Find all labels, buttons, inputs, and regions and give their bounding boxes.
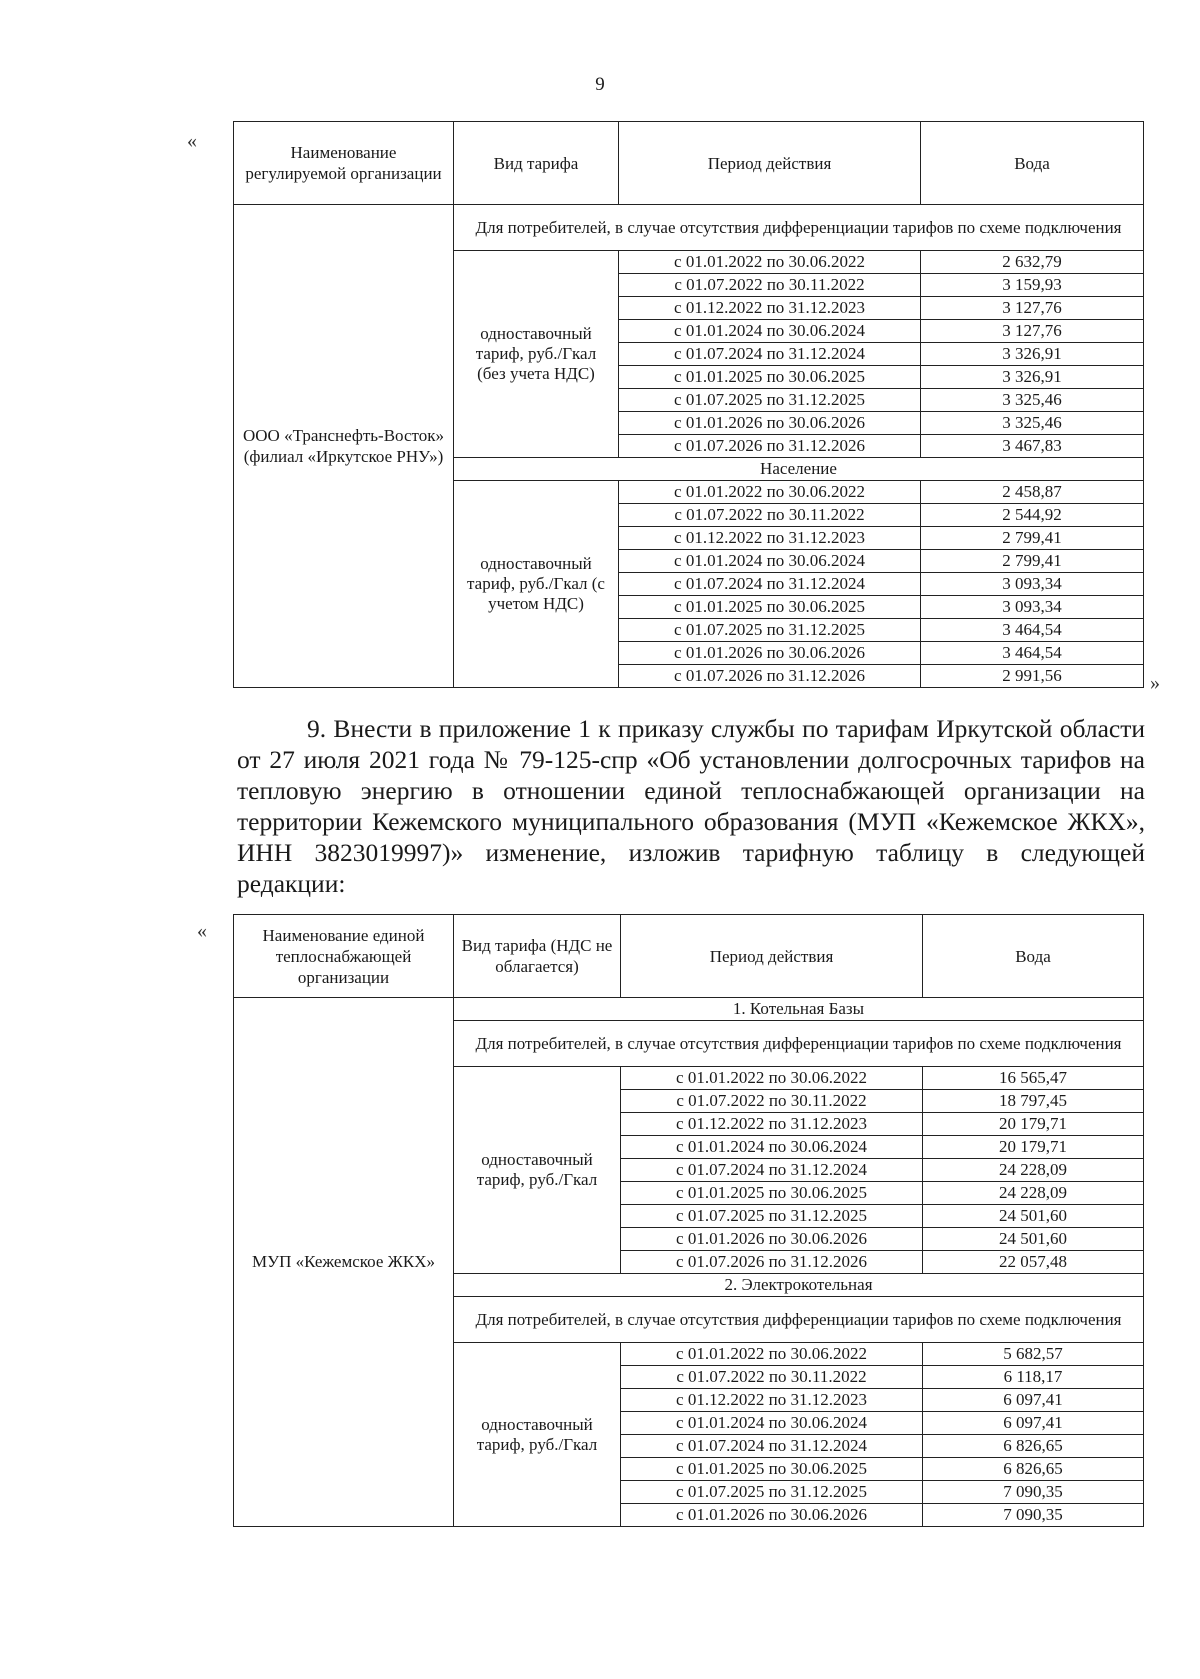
- period-cell: с 01.07.2026 по 31.12.2026: [619, 435, 921, 458]
- value-cell: 6 826,65: [923, 1458, 1144, 1481]
- period-cell: с 01.01.2022 по 30.06.2022: [619, 481, 921, 504]
- value-cell: 3 159,93: [921, 274, 1144, 297]
- page-number: 9: [595, 74, 605, 95]
- opening-quote-mark-table1: «: [187, 130, 197, 152]
- period-cell: с 01.01.2025 по 30.06.2025: [621, 1458, 923, 1481]
- tariff-type-cell: одноставочный тариф, руб./Гкал: [454, 1343, 621, 1527]
- value-cell: 3 464,54: [921, 619, 1144, 642]
- period-cell: с 01.01.2026 по 30.06.2026: [619, 412, 921, 435]
- period-cell: с 01.01.2022 по 30.06.2022: [619, 251, 921, 274]
- value-cell: 3 467,83: [921, 435, 1144, 458]
- table-header-row: [234, 122, 1144, 205]
- period-cell: с 01.01.2025 по 30.06.2025: [621, 1182, 923, 1205]
- period-cell: с 01.01.2022 по 30.06.2022: [621, 1067, 923, 1090]
- closing-quote-mark-table1: »: [1150, 672, 1160, 694]
- value-cell: 3 326,91: [921, 366, 1144, 389]
- value-cell: 22 057,48: [923, 1251, 1144, 1274]
- organization-name: МУП «Кежемское ЖКХ»: [234, 998, 454, 1527]
- header-organization: Наименование регулируемой организации: [234, 122, 454, 205]
- value-cell: 6 097,41: [923, 1412, 1144, 1435]
- section-caption: Для потребителей, в случае отсутствия дифференциации тарифов по схеме подключения: [454, 205, 1144, 251]
- value-cell: 2 632,79: [921, 251, 1144, 274]
- value-cell: 6 118,17: [923, 1366, 1144, 1389]
- organization-name: ООО «Транснефть-Восток» (филиал «Иркутское РНУ»): [234, 205, 454, 688]
- period-cell: с 01.07.2022 по 30.11.2022: [619, 274, 921, 297]
- period-cell: с 01.01.2024 по 30.06.2024: [621, 1412, 923, 1435]
- period-cell: с 01.01.2026 по 30.06.2026: [621, 1504, 923, 1527]
- value-cell: 3 127,76: [921, 297, 1144, 320]
- period-cell: с 01.07.2025 по 31.12.2025: [619, 619, 921, 642]
- period-cell: с 01.07.2024 по 31.12.2024: [619, 573, 921, 596]
- period-cell: с 01.07.2022 по 30.11.2022: [621, 1090, 923, 1113]
- value-cell: 24 228,09: [923, 1159, 1144, 1182]
- value-cell: 6 097,41: [923, 1389, 1144, 1412]
- header-tariff-type: Вид тарифа: [454, 122, 619, 205]
- period-cell: с 01.07.2024 по 31.12.2024: [621, 1435, 923, 1458]
- period-cell: с 01.07.2025 по 31.12.2025: [621, 1205, 923, 1228]
- tariff-type-cell: одноставочный тариф, руб./Гкал (с учетом НДС): [454, 481, 619, 688]
- header-period: Период действия: [621, 915, 923, 998]
- period-cell: с 01.01.2026 по 30.06.2026: [619, 642, 921, 665]
- period-cell: с 01.01.2025 по 30.06.2025: [619, 596, 921, 619]
- period-cell: с 01.07.2024 по 31.12.2024: [619, 343, 921, 366]
- value-cell: 3 325,46: [921, 389, 1144, 412]
- header-period: Период действия: [619, 122, 921, 205]
- value-cell: 24 501,60: [923, 1205, 1144, 1228]
- value-cell: 7 090,35: [923, 1504, 1144, 1527]
- value-cell: 20 179,71: [923, 1136, 1144, 1159]
- period-cell: с 01.01.2026 по 30.06.2026: [621, 1228, 923, 1251]
- period-cell: с 01.01.2025 по 30.06.2025: [619, 366, 921, 389]
- period-cell: с 01.07.2022 по 30.11.2022: [619, 504, 921, 527]
- header-water: Вода: [923, 915, 1144, 998]
- period-cell: с 01.07.2026 по 31.12.2026: [621, 1251, 923, 1274]
- period-cell: с 01.01.2022 по 30.06.2022: [621, 1343, 923, 1366]
- value-cell: 18 797,45: [923, 1090, 1144, 1113]
- section-caption: Для потребителей, в случае отсутствия дифференциации тарифов по схеме подключения: [454, 1297, 1144, 1343]
- value-cell: 3 093,34: [921, 573, 1144, 596]
- value-cell: 2 799,41: [921, 550, 1144, 573]
- value-cell: 7 090,35: [923, 1481, 1144, 1504]
- opening-quote-mark-table2: «: [197, 920, 207, 942]
- value-cell: 3 326,91: [921, 343, 1144, 366]
- value-cell: 3 093,34: [921, 596, 1144, 619]
- tariff-table-kezhemskoe: [233, 914, 1144, 1527]
- value-cell: 3 325,46: [921, 412, 1144, 435]
- boiler-name-row: [234, 998, 1144, 1021]
- tariff-table-transneft: [233, 121, 1144, 688]
- period-cell: с 01.07.2025 по 31.12.2025: [619, 389, 921, 412]
- section-caption: Население: [454, 458, 1144, 481]
- boiler-name: 2. Электрокотельная: [454, 1274, 1144, 1297]
- period-cell: с 01.01.2024 по 30.06.2024: [619, 320, 921, 343]
- header-organization: Наименование единой теплоснабжающей организации: [234, 915, 454, 998]
- table-header-row: [234, 915, 1144, 998]
- value-cell: 2 458,87: [921, 481, 1144, 504]
- value-cell: 24 501,60: [923, 1228, 1144, 1251]
- value-cell: 16 565,47: [923, 1067, 1144, 1090]
- header-water: Вода: [921, 122, 1144, 205]
- value-cell: 24 228,09: [923, 1182, 1144, 1205]
- section-caption: Для потребителей, в случае отсутствия дифференциации тарифов по схеме подключения: [454, 1021, 1144, 1067]
- value-cell: 2 799,41: [921, 527, 1144, 550]
- value-cell: 20 179,71: [923, 1113, 1144, 1136]
- period-cell: с 01.12.2022 по 31.12.2023: [619, 297, 921, 320]
- boiler-name: 1. Котельная Базы: [454, 998, 1144, 1021]
- period-cell: с 01.01.2024 по 30.06.2024: [619, 550, 921, 573]
- tariff-type-cell: одноставочный тариф, руб./Гкал: [454, 1067, 621, 1274]
- period-cell: с 01.07.2026 по 31.12.2026: [619, 665, 921, 688]
- header-tariff-type: Вид тарифа (НДС не облагается): [454, 915, 621, 998]
- period-cell: с 01.07.2022 по 30.11.2022: [621, 1366, 923, 1389]
- period-cell: с 01.12.2022 по 31.12.2023: [619, 527, 921, 550]
- section-caption-row: [234, 205, 1144, 251]
- value-cell: 3 127,76: [921, 320, 1144, 343]
- value-cell: 6 826,65: [923, 1435, 1144, 1458]
- tariff-type-cell: одноставочный тариф, руб./Гкал (без учета НДС): [454, 251, 619, 458]
- period-cell: с 01.12.2022 по 31.12.2023: [621, 1389, 923, 1412]
- period-cell: с 01.07.2024 по 31.12.2024: [621, 1159, 923, 1182]
- period-cell: с 01.12.2022 по 31.12.2023: [621, 1113, 923, 1136]
- amendment-paragraph: 9. Внести в приложение 1 к приказу службы по тарифам Иркутской области от 27 июля 2021 года № 79-125-спр «Об установлении долгосрочных тарифов на тепловую энергию в отношении единой теплоснабжающей организации на территории Кежемского муниципального образования (МУП «Кежемское ЖКХ», ИНН 3823019997)» изменение, изложив тарифную таблицу в следующей редакции:: [237, 714, 1145, 898]
- value-cell: 3 464,54: [921, 642, 1144, 665]
- value-cell: 2 544,92: [921, 504, 1144, 527]
- period-cell: с 01.01.2024 по 30.06.2024: [621, 1136, 923, 1159]
- value-cell: 5 682,57: [923, 1343, 1144, 1366]
- value-cell: 2 991,56: [921, 665, 1144, 688]
- period-cell: с 01.07.2025 по 31.12.2025: [621, 1481, 923, 1504]
